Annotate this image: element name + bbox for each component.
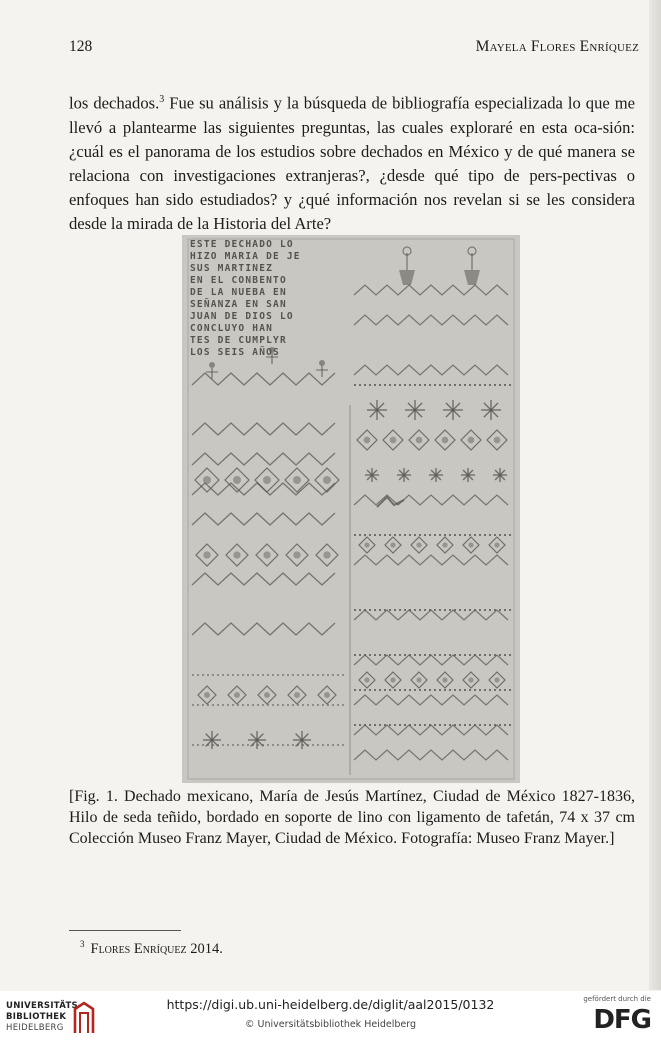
diamond-motif-center [204,692,210,698]
diamond-motif-center [416,542,421,547]
body-text-rest: Fue su análisis y la búsqueda de bibliografía especializada lo que me llevó a plantearme las siguientes preguntas, las cuales exploraré en esta oca-sión: ¿cuál es el panorama de los estudios sobre dechados en México y de qué manera se relaciona con investigaciones extranjeras?, ¿desde qué tipo de pers-pectivas o enfoques han sido estudiados? y ¿qué información nos revelan si se les considera desde la mirada de la Historia del Arte? [69,93,635,233]
diamond-motif-center [364,542,369,547]
diamond-motif-center [323,551,330,558]
permalink-url[interactable]: https://digi.ub.uni-heidelberg.de/diglit/aal2015/0132 [166,997,495,1012]
diamond-motif-center [364,677,369,682]
diamond-motif-center [416,437,423,444]
logo-text-line-3: HEIDELBERG [6,1023,64,1033]
diamond-motif-center [442,677,447,682]
diamond-motif-center [203,476,211,484]
footnote [80,939,223,958]
diamond-motif-center [494,677,499,682]
page-header [69,38,639,60]
figure-head [319,360,325,366]
footnote-reference[interactable]: 3 [159,94,165,105]
diamond-motif-center [364,437,371,444]
footnote-divider [69,930,181,931]
footnote-marker: 3 [80,939,85,949]
dfg-logo[interactable] [581,995,651,1039]
diamond-motif-center [468,677,473,682]
figure-head [209,362,215,368]
diamond-motif-center [234,692,240,698]
diamond-motif-center [264,692,270,698]
diamond-motif-center [294,692,300,698]
body-paragraph [69,88,635,236]
body-text-start: los dechados. [69,93,160,113]
dfg-funding-note: gefördert durch die [583,995,651,1003]
caption-line-1: [Fig. 1. Dechado mexicano, María de Jesús Martínez, Ciudad de México 1827-1836, [69,788,635,805]
diamond-motif-center [263,476,271,484]
diamond-motif-center [468,542,473,547]
dfg-wordmark: DFG [593,1005,651,1035]
diamond-motif-center [390,677,395,682]
diamond-motif-center [390,437,397,444]
figure-caption [69,786,635,849]
sampler-figure [182,235,520,783]
diamond-motif-center [293,476,301,484]
diamond-motif-center [494,542,499,547]
diamond-motif-center [233,476,241,484]
logo-text-line-2: BIBLIOTHEK [6,1012,67,1022]
diamond-motif-center [323,476,331,484]
diamond-motif-center [263,551,270,558]
diamond-motif-center [324,692,330,698]
diamond-motif-center [233,551,240,558]
diamond-motif-center [390,542,395,547]
copyright-notice: © Universitätsbibliothek Heidelberg [244,1019,416,1030]
diamond-motif-center [442,542,447,547]
footnote-author: Flores Enríquez [90,940,187,957]
logo-text-line-1: UNIVERSITÄTS- [6,1001,82,1011]
diamond-motif-center [203,551,210,558]
diamond-motif-center [494,437,501,444]
page-edge [649,0,661,990]
page-number: 128 [69,38,93,55]
caption-line-2: Hilo de seda teñido, bordado en soporte de lino con ligamento de tafetán, 74 x 37 cm [69,809,635,826]
footnote-year: 2014. [186,940,223,957]
sampler-inscription: ESTE DECHADO LO HIZO MARIA DE JE SUS MARTINEZ EN EL CONBENTO DE LA NUEBA EN SEÑANZA EN SAN JUAN DE DIOS LO CONCLUYO HAN TES DE CUMPLYR LOS SEIS AÑOS [190,239,301,358]
diamond-motif-center [468,437,475,444]
caption-line-3: Colección Museo Franz Mayer, Ciudad de México. Fotografía: Museo Franz Mayer.] [69,830,615,847]
footer-bar [0,991,661,1043]
running-head: Mayela Flores Enríquez [475,38,639,55]
diamond-motif-center [416,677,421,682]
diamond-motif-center [293,551,300,558]
diamond-motif-center [442,437,449,444]
